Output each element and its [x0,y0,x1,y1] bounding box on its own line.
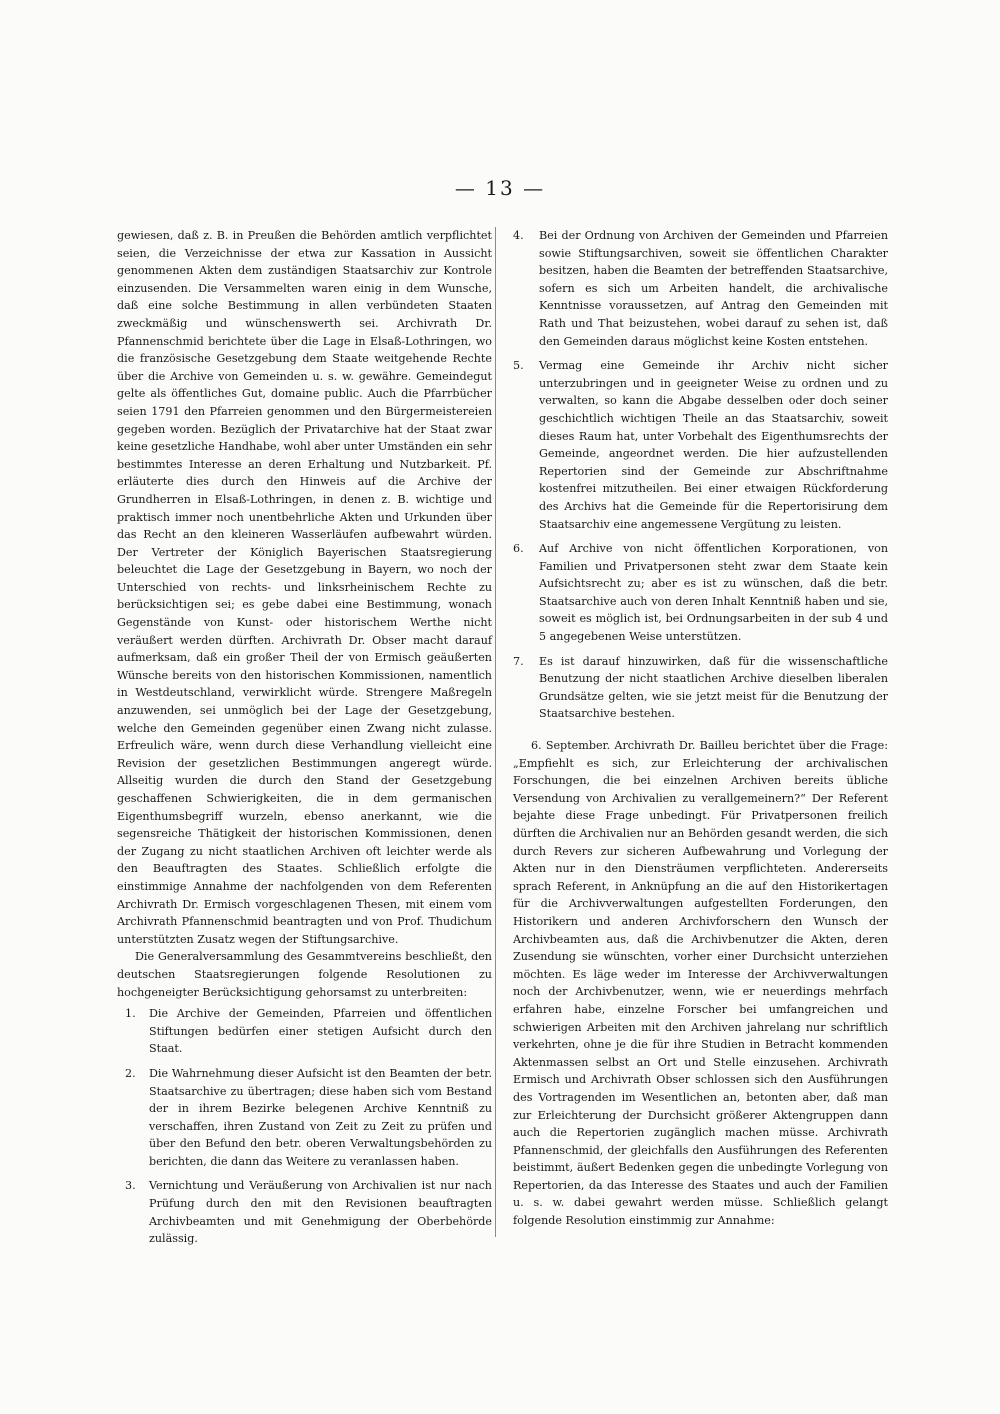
item-number: 7. [513,654,524,668]
item-text: Bei der Ordnung von Archiven der Gemeinden und Pfarreien sowie Stiftungsarchiven, soweit sie öffentlichen Charakter besitzen, haben die Beamten der betreffenden Staatsarchive, sofern es sich um Arbeiten handelt, die archivalische Kenntnisse voraussetzen, auf Antrag den Gemeinden mit Rath und That beizustehen, wobei darauf zu sehen ist, daß den Gemeinden daraus möglichst keine Kosten entstehen. [539,229,888,348]
paragraph: gewiesen, daß z. B. in Preußen die Behörden amtlich verpflichtet seien, die Verzeichnisse der etwa zur Kassation in Aussicht genommenen Akten dem zuständigen Staatsarchiv zur Kontrole einzusenden. Die Versammelten waren einig in dem Wunsche, daß eine solche Bestimmung in allen verbündeten Staaten zweckmäßig und wünschenswerth sei. Archivrath Dr. Pfannenschmid berichtete über die Lage in Elsaß-Lothringen, wo die französische Gesetzgebung dem Staate weitgehende Rechte über die Archive von Gemeinden u. s. w. gewähre. Gemeindegut gelte als öffentliches Gut, domaine public. Auch die Pfarrbücher seien 1791 den Pfarreien genommen und den Bürgermeistereien gegeben worden. Bezüglich der Privatarchive hat der Staat zwar keine gesetzliche Handhabe, wohl aber unter Umständen ein sehr bestimmtes Interesse an deren Erhaltung und Nutzbarkeit. Pf. erläuterte dies durch den Hinweis auf die Archive der Grundherren in Elsaß-Lothringen, in denen z. B. wichtige und praktisch immer noch unentbehrliche Akten und Urkunden über das Recht an den kleineren Wasserläufen aufbewahrt würden. Der Vertreter der Königlich Bayerischen Staatsregierung beleuchtet die Lage der Gesetzgebung in Bayern, wo noch der Unterschied von rechts- und linksrheinischem Rechte zu berücksichtigen sei; es gebe dabei eine Bestimmung, wonach Gegenstände von Kunst- oder historischem Werthe nicht veräußert werden dürften. Archivrath Dr. Obser macht darauf aufmerksam, daß ein großer Theil der von Ermisch geäußerten Wünsche bereits von den historischen Kommissionen, namentlich in Westdeutschland, verwirklicht würde. Strengere Maßregeln anzuwenden, sei unmöglich bei der Lage der Gesetzgebung, welche den Gemeinden gegenüber einen Zwang nicht zulasse. Erfreulich wäre, wenn durch diese Verhandlung vielleicht eine Revision der gesetzlichen Bestimmungen angeregt würde. Allseitig wurden die durch den Stand der Gesetzgebung geschaffenen Schwierigkeiten, die in dem germanischen Eigenthumsbegriff wurzeln, ebenso anerkannt, wie die segensreiche Thätigkeit der historischen Kommissionen, denen der Zugang zu nicht staatlichen Archiven oft leichter werde als den Beauftragten des Staates. Schließlich erfolgte die einstimmige Annahme der nachfolgenden von dem Referenten Archivrath Dr. Ermisch vorgeschlagenen Thesen, mit einem vom Archivrath Pfannenschmid beantragten und von Prof. Thudichum unterstützten Zusatz wegen der Stiftungsarchive. [117,229,492,946]
item-text: Auf Archive von nicht öffentlichen Korporationen, von Familien und Privatpersonen steht zwar dem Staate kein Aufsichtsrecht zu; aber es ist zu wünschen, daß die betr. Staatsarchive auch von deren Inhalt Kenntniß haben und sie, soweit es möglich ist, bei Ordnungsarbeiten in der sub 4 und 5 angegebenen Weise unterstützen. [539,542,888,644]
resolution-list [117,1005,492,1248]
list-item [513,357,888,533]
paragraph: Die Generalversammlung des Gesammtvereins beschließt, den deutschen Staatsregierungen folgende Resolutionen zu hochgeneigter Berücksichtigung gehorsamst zu unterbreiten: [117,950,492,999]
item-text: Es ist darauf hinzuwirken, daß für die wissenschaftliche Benutzung der nicht staatlichen Archive dieselben liberalen Grundsätze gelten, wie sie jetzt meist für die Benutzung der Staatsarchive bestehen. [539,654,888,721]
resolution-list [513,227,888,723]
list-item [513,540,888,646]
item-number: 5. [513,359,524,373]
item-number: 3. [125,1179,136,1193]
list-item [513,653,888,723]
item-text: Vernichtung und Veräußerung von Archivalien ist nur nach Prüfung durch den mit den Revisionen beauftragten Archivbeamten und mit Genehmigung der Oberbehörde zulässig. [149,1179,492,1246]
column-divider [495,227,496,1237]
item-text: Die Wahrnehmung dieser Aufsicht ist den Beamten der betr. Staatsarchive zu übertragen; diese haben sich vom Bestand der in ihrem Bezirke belegenen Archive Kenntniß zu verschaffen, ihren Zustand von Zeit zu Zeit zu prüfen und über den Befund den betr. oberen Verwaltungsbehörden zu berichten, die dann das Weitere zu veranlassen haben. [149,1066,492,1168]
list-item [117,1005,492,1058]
list-item [117,1065,492,1171]
item-number: 6. [513,542,524,556]
list-item [513,227,888,350]
page-number: — 13 — [454,176,546,200]
left-column [117,227,492,1255]
item-number: 2. [125,1066,136,1080]
paragraph: 6. September. Archivrath Dr. Bailleu berichtet über die Frage: „Empfiehlt es sich, zur Erleichterung der archivalischen Forschungen, die bei einzelnen Archiven bereits übliche Versendung von Archivalien zu verallgemeinern?“ Der Referent bejahte diese Frage unbedingt. Für Privatpersonen freilich dürften die Archivalien nur an Behörden gesandt werden, die sich durch Revers zur sicheren Aufbewahrung und Vorlegung der Akten nur in den Diensträumen verpflichteten. Andererseits sprach Referent, in Anknüpfung an die auf den Historikertagen für die Archivverwaltungen aufgestellten Forderungen, den Historikern und anderen Archivforschern den Wunsch der Archivbeamten aus, daß die Archivbenutzer die Akten, deren Zusendung sie wünschten, vorher einer Durchsicht unterziehen möchten. Es läge weder im Interesse der Archivverwaltungen noch der Archivbenutzer, wenn, wie er neuerdings mehrfach erfahren habe, einzelne Forscher bei umfangreichen und schwierigen Arbeiten mit den Archiven jahrelang nur schriftlich verkehrten, ohne je die für ihre Studien in Betracht kommenden Aktenmassen selbst an Ort und Stelle einzusehen. Archivrath Ermisch und Archivrath Obser schlossen sich den Ausführungen des Vortragenden im Wesentlichen an, betonten aber, daß man zur Erleichterung der Durchsicht größerer Aktengruppen dann auch die Repertorien zugänglich machen müsse. Archivrath Pfannenschmid, der gleichfalls den Ausführungen des Referenten beistimmt, äußert Bedenken gegen die unbedingte Vorlegung von Repertorien, da das Interesse des Staates und auch der Familien u. s. w. dabei gewahrt werden müsse. Schließlich gelangt folgende Resolution einstimmig zur Annahme: [513,739,888,1228]
item-text: Die Archive der Gemeinden, Pfarreien und öffentlichen Stiftungen bedürfen einer stetigen Aufsicht durch den Staat. [149,1007,492,1056]
item-number: 4. [513,229,524,242]
list-item [117,1177,492,1247]
right-column [513,227,888,1230]
item-number: 1. [125,1007,136,1021]
item-text: Vermag eine Gemeinde ihr Archiv nicht sicher unterzubringen und in geeigneter Weise zu ordnen und zu verwalten, so kann die Abgabe desselben oder doch seiner geschichtlich wichtigen Theile an das Staatsarchiv, soweit dieses Raum hat, unter Vorbehalt des Eigenthumsrechts der Gemeinde, angeordnet werden. Die hier aufzustellenden Repertorien sind der Gemeinde zur Abschriftnahme kostenfrei mitzutheilen. Bei einer etwaigen Rückforderung des Archivs hat die Gemeinde für die Repertorisirung dem Staatsarchiv eine angemessene Vergütung zu leisten. [539,359,888,531]
